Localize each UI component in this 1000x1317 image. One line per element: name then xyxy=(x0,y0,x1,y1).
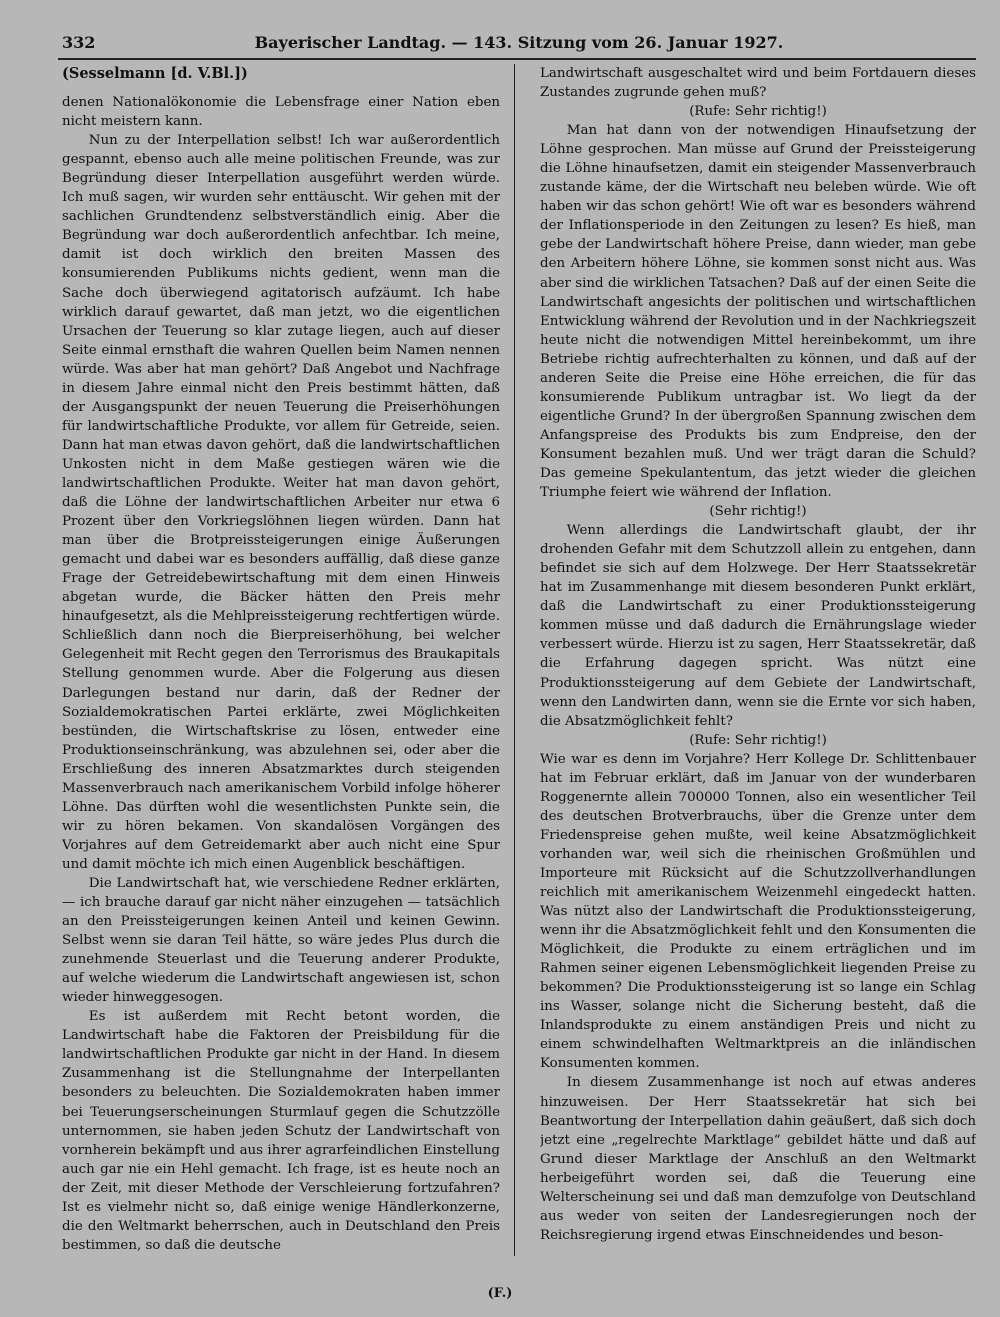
paragraph: Nun zu der Interpellation selbst! Ich war außerordentlich gespannt, ebenso auch alle meine politischen Freunde, was zur Begründung dieser Interpellation ausgeführt werden würde. Ich muß sagen, wir wurden sehr enttäuscht. Wir gehen mit der sachlichen Grundtendenz selbstverständlich einig. Aber die Begründung war doch außerordentlich anfechtbar. Ich meine, damit ist doch wirklich den breiten Massen des konsumierenden Publikums nichts gedient, wenn man die Sache doch überwiegend agitatorisch aufzäumt. Ich habe wirklich darauf gewartet, daß man jetzt, wo die eigentlichen Ursachen der Teuerung so klar zutage liegen, auch auf dieser Seite einmal ernsthaft die wahren Quellen beim Namen nennen würde. Was aber hat man gehört? Daß Angebot und Nachfrage in diesem Jahre einmal nicht den Preis bestimmt hätten, daß der Ausgangspunkt der neuen Teuerung die Preiserhöhungen für landwirtschaftliche Produkte, vor allem für Getreide, seien. Dann hat man etwas davon gehört, daß die landwirtschaftlichen Unkosten nicht in dem Maße gestiegen wären wie die landwirtschaftlichen Produkte. Weiter hat man davon gehört, daß die Löhne der landwirtschaftlichen Arbeiter nur etwa 6 Prozent über den Vorkriegslöhnen liegen würden. Dann hat man über die Brotpreissteigerungen einige Äußerungen gemacht und dabei war es besonders auffällig, daß diese ganze Frage der Getreidebewirtschaftung mit dem einen Hinweis abgetan wurde, die Bäcker hätten den Preis mehr hinaufgesetzt, als die Mehlpreissteigerung rechtfertigen würde. Schließlich dann noch die Bierpreiserhöhung, bei welcher Gelegenheit mit Recht gegen den Terrorismus des Braukapitals Stellung genommen wurde. Aber die Folgerung aus diesen Darlegungen bestand nur darin, daß der Redner der Sozialdemokratischen Partei erklärte, zwei Möglichkeiten bestünden, die Wirtschaftskrise zu lösen, entweder eine Produktionseinschränkung, was abzulehnen sei, oder aber die Erschließung des inneren Absatzmarktes durch steigenden Massenverbrauch nach amerikanischem Vorbild infolge höherer Löhne. Das dürften wohl die wesentlichsten Punkte sein, die wir zu hören bekamen. Von skandalösen Vorgängen des Vorjahres auf dem Getreidemarkt aber auch nicht eine Spur und damit möchte ich mich einen Augenblick beschäftigen. xyxy=(62,133,500,872)
paragraph: Landwirtschaft ausgeschaltet wird und beim Fortdauern dieses Zustandes zugrunde gehen muß? xyxy=(540,66,976,101)
interjection: (Sehr richtig!) xyxy=(709,504,807,520)
running-title: Bayerischer Landtag. — 143. Sitzung vom 26. Januar 1927. xyxy=(254,33,784,52)
paragraph: denen Nationalökonomie die Lebensfrage einer Nation eben nicht meistern kann. xyxy=(62,95,500,130)
interjection: (Rufe: Sehr richtig!) xyxy=(689,104,827,120)
right-column xyxy=(540,64,976,1254)
page-number: 332 xyxy=(62,33,96,52)
paragraph: Die Landwirtschaft hat, wie verschiedene Redner erklärten, — ich brauche darauf gar nicht näher einzugehen — tatsächlich an den Preissteigerungen keinen Anteil und keinen Gewinn. Selbst wenn sie daran Teil hätte, so wäre jedes Plus durch die zunehmende Steuerlast und die Teuerung anderer Produkte, auf welche wiederum die Landwirtschaft angewiesen ist, schon wieder hinweggesogen. xyxy=(62,875,500,1006)
paragraph: In diesem Zusammenhange ist noch auf etwas anderes hinzuweisen. Der Herr Staatssekretär hat sich bei Beantwortung der Interpellation dahin geäußert, daß sich doch jetzt eine „regelrechte Marktlage“ gebildet hätte und daß auf Grund dieser Marktlage der Anschluß an den Weltmarkt herbeigeführt worden sei, daß die Teuerung eine Welterscheinung sei und daß man demzufolge von Deutschland aus weder von seiten der Landesregierungen noch der Reichsregierung irgend etwas Einschneidendes und beson- xyxy=(540,1075,976,1243)
footer-mark: (F.) xyxy=(487,1286,513,1301)
speaker-label: (Sesselmann [d. V.Bl.]) xyxy=(62,65,248,82)
paragraph: Wie war es denn im Vorjahre? Herr Kollege Dr. Schlittenbauer hat im Februar erklärt, daß im Januar von der wunderbaren Roggenernte allein 700000 Tonnen, also ein wesentlicher Teil des deutschen Brotverbrauchs, über die Grenze unter dem Friedenspreise gehen mußte, weil keine Absatzmöglichkeit vorhanden war, weil sich die rheinischen Großmühlen und Importeure mit Rücksicht auf die Schutzzollverhandlungen reichlich mit amerikanischem Weizenmehl eingedeckt hatten. Was nützt also der Landwirtschaft die Produktionssteigerung, wenn ihr die Absatzmöglichkeit fehlt und den Konsumenten die Möglichkeit, die Produkte zu einem erträglichen und im Rahmen seiner eigenen Lebensmöglichkeit liegenden Preise zu bekommen? Die Produktionssteigerung ist so lange ein Schlag ins Wasser, solange nicht die Sicherung besteht, daß die Inlandsprodukte zu einem anständigen Preis und nicht zu einem schwindelhaften Weltmarktpreis an die inländischen Konsumenten kommen. xyxy=(540,751,976,1072)
paragraph: Man hat dann von der notwendigen Hinaufsetzung der Löhne gesprochen. Man müsse auf Grund der Preissteigerung die Löhne hinaufsetzen, damit ein steigender Massenverbrauch zustande käme, der die Wirtschaft neu beleben würde. Wie oft haben wir das schon gehört! Wie oft war es besonders während der Inflationsperiode in den Zeitungen zu lesen? Es hieß, man gebe der Landwirtschaft höhere Preise, dann wieder, man gebe den Arbeitern höhere Löhne, sie kommen sonst nicht aus. Was aber sind die wirklichen Tatsachen? Daß auf der einen Seite die Landwirtschaft angesichts der politischen und wirtschaftlichen Entwicklung während der Revolution und in der Nachkriegszeit heute nicht die notwendigen Mittel hereinbekommt, um ihre Betriebe richtig aufrechterhalten zu können, und daß auf der anderen Seite die Preise eine Höhe erreichen, die für das konsumierende Publikum untragbar ist. Wo liegt da der eigentliche Grund? In der übergroßen Spannung zwischen dem Anfangspreise des Produkts bis zum Endpreise, den der Konsument bezahlen muß. Und wer trägt daran die Schuld? Das gemeine Spekulantentum, das jetzt wieder die gleichen Triumphe feiert wie während der Inflation. xyxy=(540,123,976,501)
column-divider xyxy=(514,64,515,1256)
paragraph: Wenn allerdings die Landwirtschaft glaubt, der ihr drohenden Gefahr mit dem Schutzzoll allein zu entgehen, dann befindet sie sich auf dem Holzwege. Der Herr Staatssekretär hat im Zusammenhange mit diesem besonderen Punkt erklärt, daß die Landwirtschaft zu einer Produktionssteigerung kommen müsse und daß dadurch die Ernährungslage wieder verbessert würde. Hierzu ist zu sagen, Herr Staatssekretär, daß die Erfahrung dagegen spricht. Was nützt eine Produktionssteigerung auf dem Gebiete der Landwirtschaft, wenn den Landwirten dann, wenn sie die Ernte vor sich haben, die Absatzmöglichkeit fehlt? xyxy=(540,523,976,729)
interjection: (Rufe: Sehr richtig!) xyxy=(689,732,827,748)
left-column xyxy=(62,64,500,1254)
page-header xyxy=(62,30,976,56)
paragraph: Es ist außerdem mit Recht betont worden, die Landwirtschaft habe die Faktoren der Preisbildung für die landwirtschaftlichen Produkte gar nicht in der Hand. In diesem Zusammenhang ist die Stellungnahme der Interpellanten besonders zu beleuchten. Die Sozialdemokraten haben immer bei Teuerungserscheinungen Sturmlauf gegen die Schutzzölle unternommen, sie haben jeden Schutz der Landwirtschaft von vornherein bekämpft und aus ihrer agrarfeindlichen Einstellung auch gar nie ein Hehl gemacht. Ich frage, ist es heute noch an der Zeit, mit dieser Methode der Verschleierung fortzufahren? Ist es vielmehr nicht so, daß einige wenige Händlerkonzerne, die den Weltmarkt beherrschen, auch in Deutschland den Preis bestimmen, so daß die deutsche xyxy=(62,1009,500,1253)
header-rule xyxy=(58,58,976,60)
